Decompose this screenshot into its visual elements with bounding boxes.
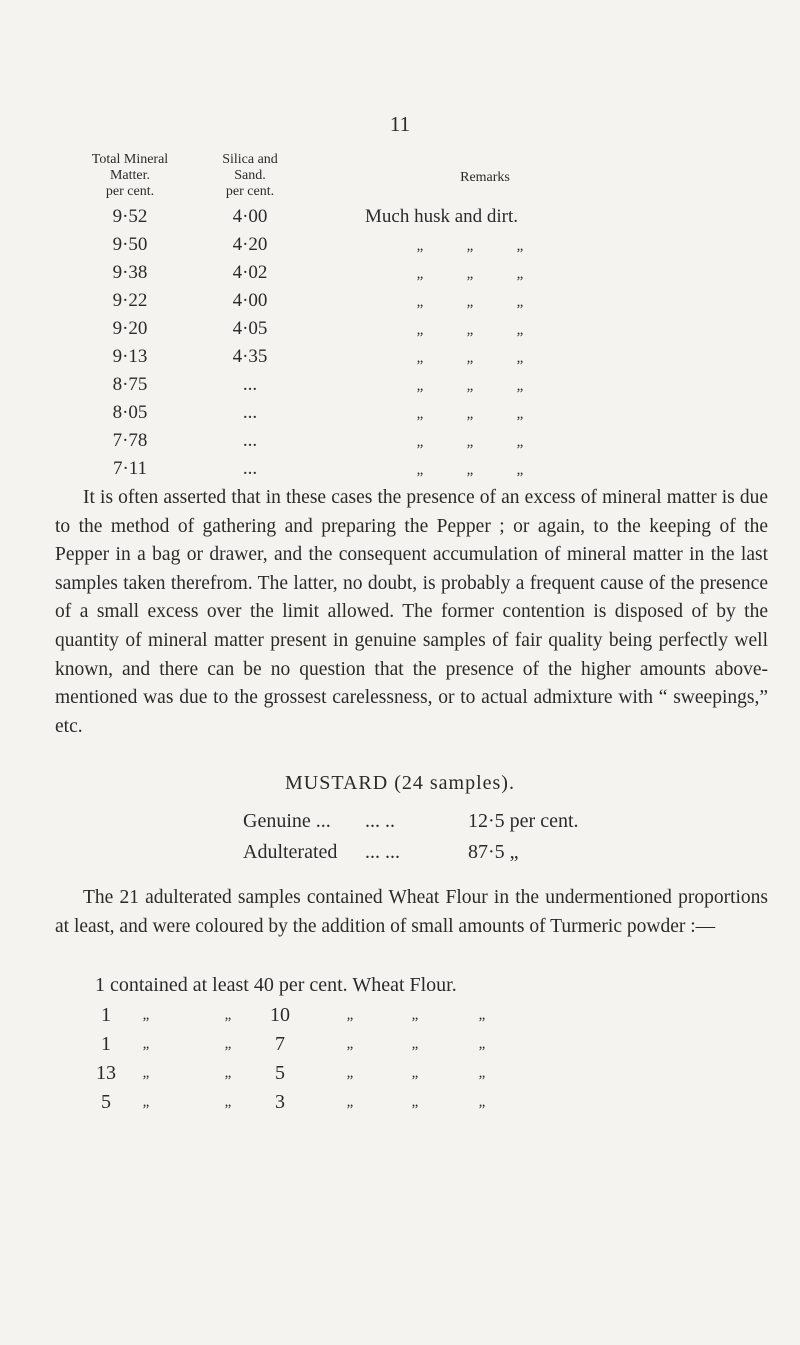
- page-number: 11: [389, 112, 411, 136]
- table-row: [75, 203, 725, 231]
- remarks-ditto: „ „ „: [416, 294, 524, 310]
- paragraph-mineral-matter: It is often asserted that in these cases the presence of an excess of mineral matter is due to the method of gathering and preparing the Pepper ; or again, to the keeping of the Pepper in a bag or drawer, and the consequent accumulation of mineral matter in the last samples taken therefrom. The latter, no doubt, is probably a frequent cause of the presence of a small excess over the limit allowed. The former contention is disposed of by the quantity of mineral matter present in genuine samples of fair quality being perfectly well known, and there can be no question that the presence of the higher amounts above-mentioned was due to the grossest carelessness, or to actual admixture with “ sweepings,” etc.: [55, 487, 768, 737]
- silica-value: 4·00: [232, 206, 268, 227]
- table-row: 7·78 ... „ „ „: [75, 427, 725, 455]
- table-row: 9·50 4·20 „ „ „: [75, 231, 725, 259]
- table-row: 9·38 4·02 „ „ „: [75, 259, 725, 287]
- summary-row-adulterated: Adulterated ... ... 87·5 „: [243, 841, 519, 863]
- remarks-ditto: „ „ „: [416, 406, 524, 422]
- remarks-value: Much husk and dirt.: [365, 206, 519, 227]
- flour-list-item: 5 „ „ 3 „ „ „: [101, 1091, 486, 1113]
- remarks-ditto: „ „ „: [416, 266, 524, 282]
- table-row: 9·22 4·00 „ „ „: [75, 287, 725, 315]
- remarks-ditto: „ „ „: [416, 378, 524, 394]
- flour-list-item: 1 „ „ 10 „ „ „: [101, 1004, 486, 1026]
- paragraph-adulterated-samples: The 21 adulterated samples contained Wheat Flour in the undermentioned proportions at least, and were coloured by the addition of small amounts of Turmeric powder :—: [55, 887, 768, 937]
- remarks-ditto: „ „ „: [416, 238, 524, 254]
- table-row: 8·75 ... „ „ „: [75, 371, 725, 399]
- remarks-ditto: „ „ „: [416, 350, 524, 366]
- remarks-ditto: „ „ „: [416, 462, 524, 478]
- table-row: 9·13 4·35 „ „ „: [75, 343, 725, 371]
- summary-row-genuine: Genuine ... ... .. 12·5 per cent.: [243, 810, 579, 832]
- header-total-mineral: Total Mineral Matter. per cent.: [91, 152, 169, 199]
- header-remarks: Remarks: [460, 170, 510, 185]
- remarks-ditto: „ „ „: [416, 322, 524, 338]
- mineral-value: 9·52: [112, 206, 148, 227]
- table-row: 7·11 ... „ „ „: [75, 455, 725, 483]
- flour-list-item: 13 „ „ 5 „ „ „: [96, 1062, 486, 1084]
- flour-list-item: 1 contained at least 40 per cent. Wheat Flour.: [95, 974, 457, 996]
- section-heading-mustard: MUSTARD (24 samples).: [285, 772, 515, 794]
- table-row: 8·05 ... „ „ „: [75, 399, 725, 427]
- remarks-ditto: „ „ „: [416, 434, 524, 450]
- table-row: 9·20 4·05 „ „ „: [75, 315, 725, 343]
- flour-list-item: 1 „ „ 7 „ „ „: [101, 1033, 486, 1055]
- header-silica-sand: Silica and Sand. per cent.: [222, 152, 278, 199]
